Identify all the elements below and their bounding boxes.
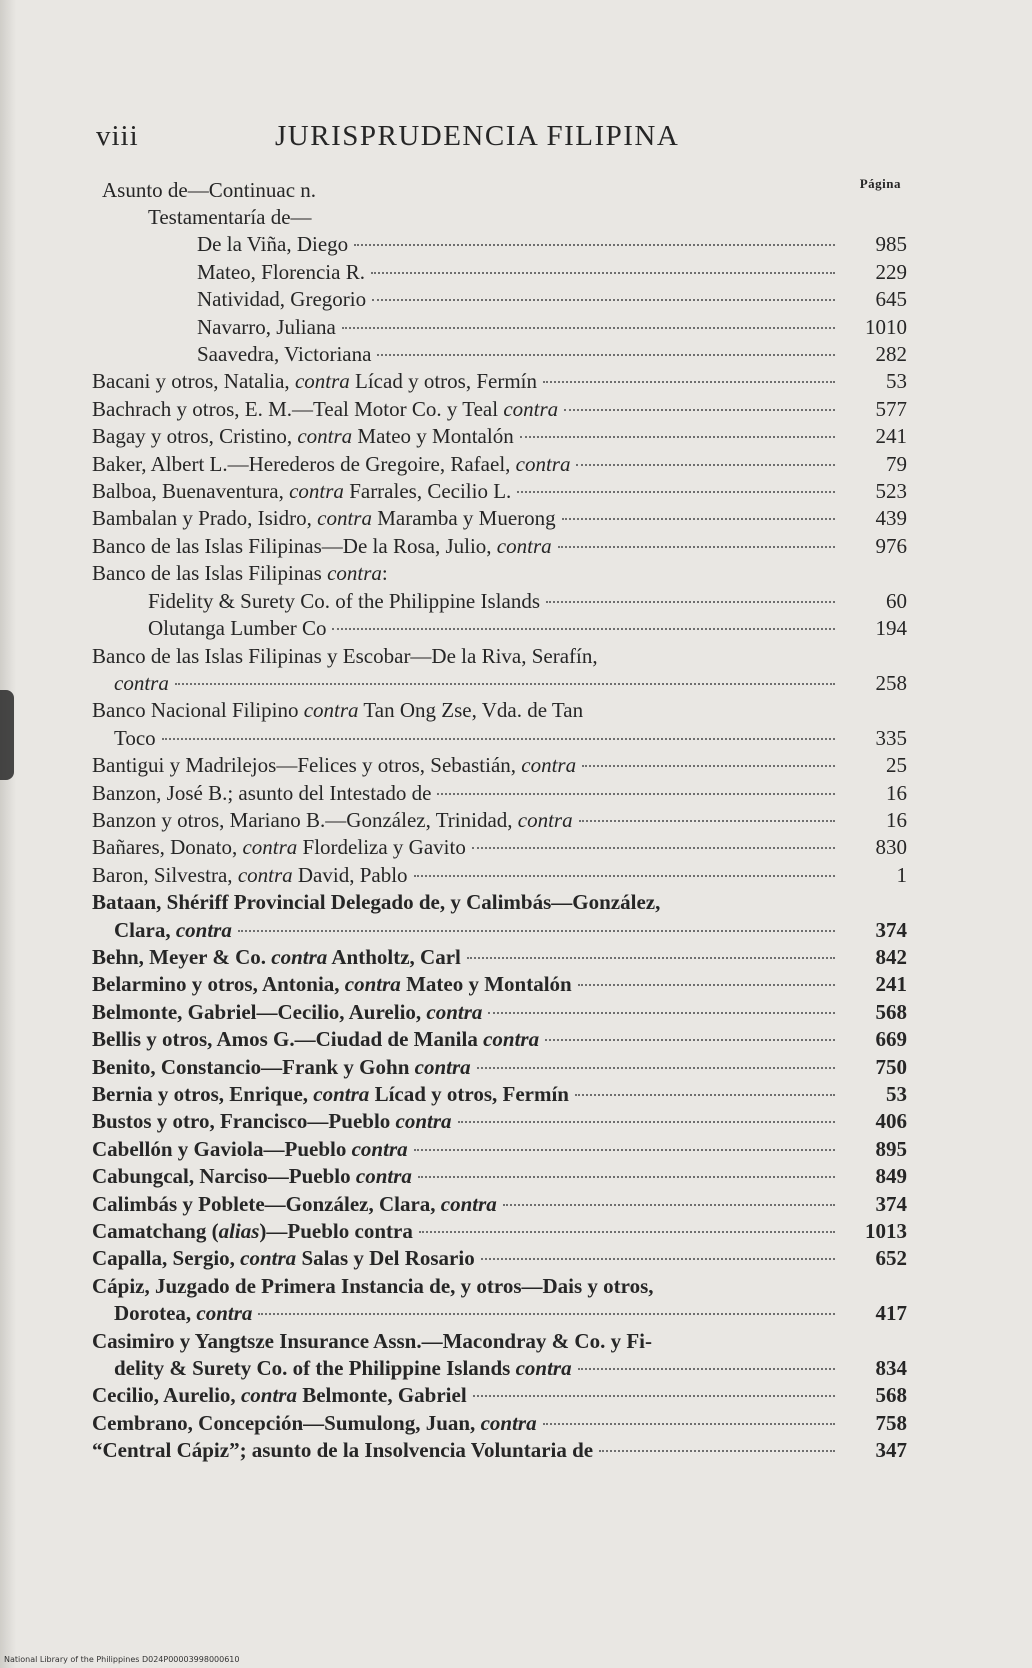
contra-italic: contra [503,396,559,421]
page-number: 652 [875,1246,907,1271]
text-run: Navarro, Juliana [197,314,336,339]
leader-dots [564,409,835,411]
text-run: Maramba y Muerong [371,506,556,531]
list-item-text [197,259,365,286]
leader-dots [599,1450,835,1452]
entries-a [92,368,907,560]
leader-dots [175,683,835,685]
entry-line [92,451,907,478]
leader-dots [517,491,835,493]
list-item-text [148,615,326,642]
text-run: Bantigui y Madrilejos—Felices y otros, Sebastián, [92,753,522,778]
contra-italic: contra [426,999,483,1024]
page-number: 849 [875,1164,907,1189]
list-item [92,752,907,779]
list-item-text [92,1245,475,1272]
page-number: 53 [886,369,907,394]
entry-line [92,752,907,779]
entry-line [92,807,907,834]
contra-italic: contra [517,807,573,832]
text-run: De la Viña, Diego [197,232,349,257]
leader-dots [458,1121,835,1123]
text-run: Toco [114,725,156,750]
page-number: 523 [875,479,907,504]
list-item-text [92,752,576,779]
entry-line [92,1026,907,1053]
list-item-text [197,231,348,258]
list-item [92,1245,907,1272]
contra-italic: contra [242,835,298,860]
leader-dots [481,1258,835,1260]
page-number: 1 [896,862,907,887]
text-run: Cembrano, Concepción—Sumulong, Juan, [92,1410,481,1435]
section-heading-row [92,176,907,204]
leader-dots [342,327,835,329]
entry-line [92,1081,907,1108]
list-item [92,1026,907,1053]
page-folio: viii [96,120,139,152]
entry-line [92,643,907,670]
text-run: Bagay y otros, Cristino, [92,424,298,449]
leader-dots [503,1204,835,1206]
contra-italic: contra [237,862,293,887]
contra-italic: contra [496,533,552,558]
leader-dots [414,1149,835,1151]
leader-dots [371,272,835,274]
text-run: Capalla, Sergio, [92,1246,241,1271]
entry-line [92,1163,907,1190]
leader-dots [238,930,835,932]
page-number: 645 [875,287,907,312]
text-run: Natividad, Gregorio [197,287,367,312]
page-number: 1013 [865,1219,907,1244]
list-item-text [92,697,583,724]
text-run: Calimbás y Poblete—González, Clara, [92,1191,441,1216]
contra-italic: contra [395,1109,452,1134]
leader-dots [477,1067,835,1069]
leader-dots [372,299,835,301]
list-item-text [92,1026,539,1053]
text-run: Balboa, Buenaventura, [92,479,290,504]
list-item-text [92,807,573,834]
page-number: 282 [875,342,907,367]
list-item-text [92,999,482,1026]
entry-line [92,670,907,697]
entries-e [92,1382,907,1464]
list-item [92,1163,907,1190]
entry-line [92,259,907,286]
entry-line [92,368,907,395]
scan-footer-note: National Library of the Philippines D024P00003998000610 [4,1655,240,1664]
list-item [92,423,907,450]
list-item-text [92,944,461,971]
list-item-text [92,780,431,807]
entry-line [92,588,907,615]
page-number: 830 [875,835,907,860]
list-item [92,314,907,341]
text-run: Cabungcal, Narciso—Pueblo [92,1164,356,1189]
page-number: 750 [875,1054,907,1079]
banco-group-heading [92,560,907,587]
entry-line [92,725,907,752]
list-item [92,1328,907,1383]
list-item-text [92,862,408,889]
list-item [92,1218,907,1245]
bold-block [92,889,907,1465]
page-number: 335 [875,725,907,750]
list-item-text [197,314,336,341]
list-item-text [92,1108,452,1135]
text-run: Behn, Meyer & Co. [92,944,272,969]
contra-italic: contra [440,1191,497,1216]
page-number: 79 [886,451,907,476]
sub-heading-label: Testamentaría de— [148,205,312,229]
text-run: Banzon, José B.; asunto del Intestado de [92,780,432,805]
entry-line [92,286,907,313]
entry-line [92,780,907,807]
list-item [92,971,907,998]
list-item [92,451,907,478]
list-item [92,1382,907,1409]
list-item-text: Banco de las Islas Filipinas y Escobar—De la Riva, Serafín, [92,643,598,668]
contra-italic: contra [240,1383,297,1408]
list-item-text [92,451,570,478]
contra-italic: contra [344,972,401,997]
list-item [92,807,907,834]
entry-line [92,999,907,1026]
list-item [92,231,907,258]
text-run: Farrales, Cecilio L. [343,479,512,504]
text-run: Banco de las Islas Filipinas—De la Rosa, Julio, [92,533,497,558]
sub-heading [92,204,907,231]
entry-line [92,1410,907,1437]
text-run: Baker, Albert L.—Herederos de Gregoire, Rafael, [92,451,516,476]
list-item-text: Bataan, Shériff Provincial Delegado de, y Calimbás—González, [92,890,661,915]
page-number: 16 [886,780,907,805]
list-item [92,643,907,698]
page-column-heading: Página [859,176,901,191]
leader-dots [414,875,835,877]
entry-line [92,396,907,423]
scan-blot [0,690,14,780]
leader-dots [578,1368,835,1370]
page-number: 16 [886,807,907,832]
list-item [92,889,907,944]
list-item-text [92,1410,537,1437]
page-number: 758 [875,1410,907,1435]
entry-line [92,1437,907,1464]
list-item [92,1437,907,1464]
list-item [92,862,907,889]
testamentaria-list [92,231,907,368]
contra-italic: contra [271,944,328,969]
list-item [92,588,907,615]
list-item-text [197,341,371,368]
list-item [92,1081,907,1108]
text-run: Olutanga Lumber Co [148,616,327,641]
text-run: Mateo y Montalón [352,424,514,449]
list-item-text: Cápiz, Juzgado de Primera Instancia de, y otros—Dais y otros, [92,1273,654,1298]
list-item [92,286,907,313]
contra-italic: contra [355,1164,412,1189]
text-run: Bañares, Donato, [92,835,243,860]
text-run: Bacani y otros, Natalia, [92,369,295,394]
text-run: Bustos y otro, Francisco—Pueblo [92,1109,396,1134]
page-number: 568 [875,999,907,1024]
entry-line [92,1245,907,1272]
text-run: Antholtz, Carl [327,944,461,969]
contra-italic: contra [294,369,350,394]
list-item-text: Banco de las Islas Filipinas contra: [92,561,388,586]
page-number: 842 [875,944,907,969]
list-item [92,368,907,395]
section-label: Asunto de—Continuac n. [102,178,317,202]
entry-line [92,1136,907,1163]
list-item-text [92,1136,408,1163]
contra-italic: contra [313,1082,370,1106]
list-item-text [92,1382,467,1409]
leader-dots [579,820,835,822]
page-number: 229 [875,259,907,284]
list-item-text [92,1163,412,1190]
list-item [92,834,907,861]
text-run: David, Pablo [292,862,408,887]
list-item-continuation: delity & Surety Co. of the Philippine Islands contra [114,1356,572,1381]
list-item [92,1273,907,1328]
list-item [92,259,907,286]
list-item-text [92,1191,497,1218]
list-item-continuation: Dorotea, contra [114,1301,253,1326]
contra-italic: alias [218,1219,260,1244]
list-item [92,1191,907,1218]
leader-dots [558,546,835,548]
list-item [92,1136,907,1163]
text-run: Lícad y otros, Fermín [349,369,537,394]
list-item [92,1054,907,1081]
list-item-text [92,478,511,505]
list-item [92,1410,907,1437]
list-item-text [197,286,366,313]
list-item-text [92,971,572,998]
contra-italic: contra [303,698,359,723]
entry-line [92,697,907,724]
list-item-text [92,1081,569,1108]
list-item [92,396,907,423]
leader-dots [543,1423,835,1425]
page-number: 406 [875,1109,907,1134]
text-run: Flordeliza y Gavito [297,835,466,860]
list-item-text [92,834,466,861]
leader-dots [258,1313,835,1315]
leader-dots [545,1039,835,1041]
page-number: 976 [875,533,907,558]
list-item [92,780,907,807]
text-run: Belarmino y otros, Antonia, [92,972,345,997]
leader-dots [419,1231,835,1233]
text-run: Tan Ong Zse, Vda. de Tan [358,698,584,723]
text-run: Salas y Del Rosario [296,1246,475,1271]
contra-italic: contra [240,1246,297,1271]
leader-dots [488,1012,835,1014]
leader-dots [472,847,835,849]
list-item-text [92,1054,471,1081]
list-item-continuation: Clara, contra [114,917,232,942]
text-run: )—Pueblo contra [259,1219,413,1244]
list-item-text [92,368,537,395]
leader-dots [562,518,835,520]
entry-line [92,231,907,258]
text-run: Fidelity & Surety Co. of the Philippine Islands [148,588,540,613]
leader-dots [437,793,835,795]
entry-line [92,1218,907,1245]
contra-italic: contra [483,1027,540,1052]
list-item-text [148,588,540,615]
leader-dots [467,957,835,959]
page-number: 258 [875,670,907,695]
leader-dots [473,1395,835,1397]
leader-dots [377,354,835,356]
page-number: 374 [875,1191,907,1216]
list-item-text [114,725,156,752]
list-item [92,999,907,1026]
entry-line [92,1191,907,1218]
entries-d [92,944,907,1273]
entry-line [92,1054,907,1081]
list-item [92,615,907,642]
leader-dots [354,244,835,246]
list-item-text: Casimiro y Yangtsze Insurance Assn.—Macondray & Co. y Fi- [92,1328,652,1353]
list-item [92,341,907,368]
page-number: 347 [875,1438,907,1463]
text-run: Belmonte, Gabriel—Cecilio, Aurelio, [92,999,427,1024]
list-item [92,478,907,505]
text-run: Banco Nacional Filipino [92,698,304,723]
page-number: 60 [886,588,907,613]
page-number: 895 [875,1136,907,1161]
text-run: Mateo y Montalón [400,972,572,997]
list-item-text [92,423,514,450]
page-number: 577 [875,396,907,421]
text-run: Saavedra, Victoriana [197,342,372,367]
list-item [92,1108,907,1135]
running-head [92,116,907,162]
entries-c [92,752,907,889]
text-run: Bambalan y Prado, Isidro, [92,506,318,531]
list-item [92,533,907,560]
page-number: 194 [875,616,907,641]
banco-group-items [92,588,907,643]
entry-line [92,834,907,861]
contra-italic: contra [317,506,372,531]
entry-line [92,971,907,998]
entry-line [92,478,907,505]
text-run: Bachrach y otros, E. M.—Teal Motor Co. y Teal [92,396,504,421]
leader-dots [520,436,835,438]
page-number: 985 [875,232,907,257]
page-number: 241 [875,424,907,449]
entry-line [92,314,907,341]
page-number: 834 [875,1356,907,1381]
list-item-text [114,670,169,697]
text-run: Mateo, Florencia R. [197,259,365,284]
leader-dots [543,381,835,383]
entry-line [92,341,907,368]
leader-dots [576,464,835,466]
page-number: 568 [875,1383,907,1408]
contra-italic: contra [515,451,571,476]
leader-dots [575,1094,835,1096]
text-run: Lícad y otros, Fermín [369,1082,569,1106]
text-run: Cecilio, Aurelio, [92,1383,241,1408]
leader-dots [418,1176,835,1178]
list-item [92,944,907,971]
entry-line [92,862,907,889]
leader-dots [582,765,835,767]
text-run: Bellis y otros, Amos G.—Ciudad de Manila [92,1027,484,1052]
text-run: “Central Cápiz”; asunto de la Insolvencia Voluntaria de [92,1438,594,1463]
entry-line [92,944,907,971]
text-run: Baron, Silvestra, [92,862,238,887]
index-page [92,116,907,1465]
text-run: Banzon y otros, Mariano B.—González, Trinidad, [92,807,518,832]
list-item-text [92,1218,413,1245]
page-number: 439 [875,506,907,531]
scan-edge [0,0,16,1668]
list-item [92,505,907,532]
list-item [92,697,907,752]
entry-line [92,615,907,642]
page-number: 53 [886,1082,907,1106]
contra-italic: contra [521,753,577,778]
contra-italic: contra [351,1136,408,1161]
page-number: 417 [875,1301,907,1326]
page-number: 374 [875,917,907,942]
contra-italic: contra [414,1054,471,1079]
page-number: 241 [875,972,907,997]
list-item-text [92,533,552,560]
list-item-text [92,505,556,532]
leader-dots [578,984,835,986]
entry-line [92,533,907,560]
contra-italic: contra [480,1410,537,1435]
contra-italic: contra [297,424,353,449]
text-run: Cabellón y Gaviola—Pueblo [92,1136,352,1161]
text-run: Bernia y otros, Enrique, [92,1082,314,1106]
page-title: JURISPRUDENCIA FILIPINA [275,120,680,152]
entry-line [92,423,907,450]
leader-dots [546,601,835,603]
leader-dots [162,738,835,740]
list-item-text [92,1437,593,1464]
text-run: Benito, Constancio—Frank y Gohn [92,1054,415,1079]
list-item-text [92,396,558,423]
text-run: Belmonte, Gabriel [296,1383,467,1408]
entry-line [92,1382,907,1409]
entry-line [92,505,907,532]
entry-line [92,1108,907,1135]
page-number: 1010 [865,314,907,339]
page-number: 669 [875,1027,907,1052]
leader-dots [332,628,835,630]
contra-italic: contra [114,670,169,695]
text-run: Camatchang ( [92,1219,219,1244]
page-number: 25 [886,753,907,778]
entries-b [92,643,907,753]
contra-italic: contra [289,479,344,504]
